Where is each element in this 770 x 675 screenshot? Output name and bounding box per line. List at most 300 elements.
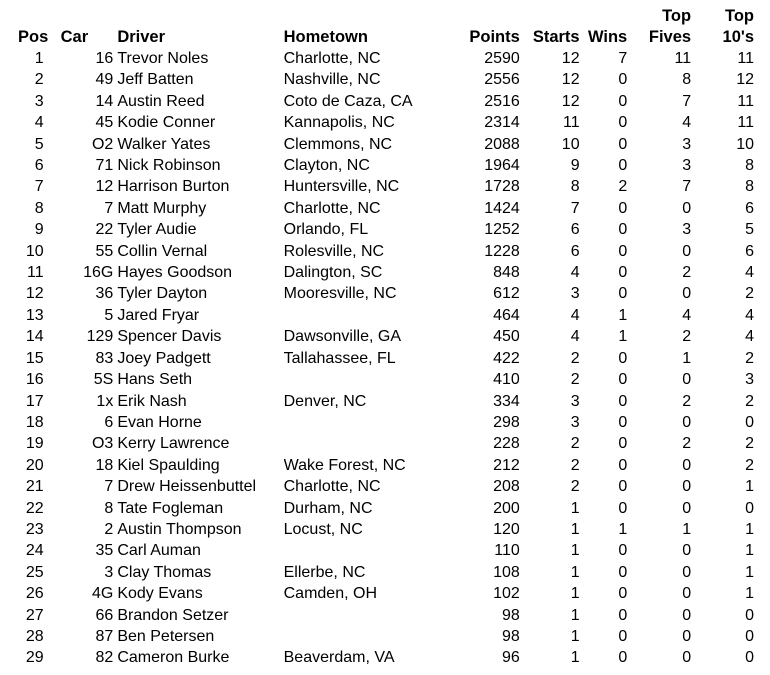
cell-hometown <box>284 412 451 433</box>
cell-car: 16G <box>83 264 114 282</box>
cell-pos: 29 <box>25 649 44 667</box>
cell-top-fives: 0 <box>682 499 692 517</box>
table-row <box>14 348 754 369</box>
cell-hometown: Clemmons, NC <box>283 135 393 153</box>
cell-starts: 2 <box>570 435 580 453</box>
cell-top-fives: 4 <box>682 306 692 324</box>
cell-top-fives: 0 <box>682 456 692 474</box>
cell-driver: Harrison Burton <box>117 178 230 196</box>
cell-car: 82 <box>95 649 114 667</box>
cell-pos: 23 <box>25 520 44 538</box>
cell-starts: 1 <box>570 627 580 645</box>
cell-points: 410 <box>493 371 520 389</box>
cell-driver: Erik Nash <box>117 392 187 410</box>
cell-hometown <box>284 305 451 326</box>
cell-top-tens: 6 <box>745 199 754 217</box>
header-pos: Pos <box>18 28 49 46</box>
cell-wins: 1 <box>618 328 628 346</box>
cell-car: 45 <box>95 114 114 132</box>
cell-pos: 6 <box>34 157 44 175</box>
cell-hometown: Locust, NC <box>283 520 363 538</box>
table-row <box>14 391 754 412</box>
cell-wins: 7 <box>618 50 628 67</box>
cell-top-fives: 0 <box>682 585 692 603</box>
cell-top-fives: 7 <box>682 178 692 196</box>
cell-top-fives: 2 <box>682 392 692 410</box>
cell-car: 2 <box>104 520 114 538</box>
cell-car: 5 <box>104 306 114 324</box>
cell-hometown: Rolesville, NC <box>283 242 385 260</box>
header-top-fives <box>627 4 691 48</box>
cell-points: 2088 <box>484 135 520 153</box>
cell-hometown: Mooresville, NC <box>283 285 397 303</box>
cell-top-fives: 3 <box>682 221 692 239</box>
cell-hometown <box>284 369 451 390</box>
header-top-tens-line2: 10's <box>722 28 754 46</box>
cell-starts: 11 <box>562 114 580 132</box>
cell-points: 208 <box>493 478 520 496</box>
cell-hometown: Camden, OH <box>283 585 377 603</box>
cell-driver: Kerry Lawrence <box>117 435 230 453</box>
cell-points: 612 <box>493 285 520 303</box>
cell-car: 7 <box>104 478 114 496</box>
cell-starts: 7 <box>570 199 580 217</box>
cell-pos: 14 <box>25 328 44 346</box>
cell-pos: 7 <box>34 178 44 196</box>
table-row <box>14 562 754 583</box>
standings-table <box>14 4 754 669</box>
cell-wins: 1 <box>618 306 628 324</box>
cell-pos: 1 <box>34 50 44 67</box>
cell-wins: 0 <box>618 499 628 517</box>
table-row <box>14 326 754 347</box>
table-row <box>14 455 754 476</box>
cell-hometown <box>284 605 451 626</box>
cell-starts: 3 <box>570 285 580 303</box>
cell-pos: 10 <box>25 242 44 260</box>
cell-top-tens: 5 <box>745 221 754 239</box>
cell-hometown: Kannapolis, NC <box>283 114 395 132</box>
cell-car: 66 <box>95 606 114 624</box>
cell-driver: Cameron Burke <box>117 649 230 667</box>
cell-hometown: Ellerbe, NC <box>283 563 366 581</box>
table-row <box>14 155 754 176</box>
cell-driver: Trevor Noles <box>117 50 209 67</box>
table-row <box>14 176 754 197</box>
cell-wins: 0 <box>618 199 628 217</box>
cell-wins: 0 <box>618 92 628 110</box>
cell-pos: 20 <box>25 456 44 474</box>
cell-car: 3 <box>104 563 114 581</box>
cell-top-tens: 0 <box>745 627 754 645</box>
cell-hometown: Dalington, SC <box>283 264 383 282</box>
cell-points: 1228 <box>484 242 520 260</box>
cell-starts: 1 <box>570 542 580 560</box>
header-top-tens <box>691 4 754 48</box>
cell-pos: 4 <box>34 114 44 132</box>
table-row <box>14 112 754 133</box>
cell-pos: 15 <box>25 349 44 367</box>
cell-top-fives: 8 <box>682 71 692 89</box>
table-row <box>14 48 754 69</box>
cell-driver: Ben Petersen <box>117 627 215 645</box>
cell-starts: 10 <box>561 135 580 153</box>
cell-driver: Tate Fogleman <box>117 499 224 517</box>
cell-starts: 6 <box>570 221 580 239</box>
cell-starts: 4 <box>570 306 580 324</box>
cell-driver: Clay Thomas <box>117 563 212 581</box>
cell-hometown: Charlotte, NC <box>283 50 381 67</box>
cell-pos: 9 <box>34 221 44 239</box>
cell-car: 71 <box>95 157 114 175</box>
cell-pos: 27 <box>25 606 44 624</box>
cell-hometown: Orlando, FL <box>283 221 369 239</box>
header-driver: Driver <box>117 28 166 46</box>
cell-top-tens: 8 <box>745 178 754 196</box>
cell-car: 83 <box>95 349 114 367</box>
cell-car: 6 <box>104 413 114 431</box>
cell-driver: Kiel Spaulding <box>117 456 220 474</box>
cell-wins: 0 <box>618 371 628 389</box>
cell-top-tens: 2 <box>745 435 754 453</box>
cell-points: 422 <box>493 349 520 367</box>
cell-top-fives: 0 <box>682 606 692 624</box>
cell-top-fives: 0 <box>682 563 692 581</box>
cell-wins: 0 <box>618 221 628 239</box>
cell-pos: 22 <box>25 499 44 517</box>
table-row <box>14 262 754 283</box>
header-wins: Wins <box>587 28 628 46</box>
cell-car: 18 <box>95 456 114 474</box>
cell-car: 16 <box>95 50 114 67</box>
cell-top-tens: 11 <box>737 92 754 110</box>
cell-top-fives: 0 <box>682 627 692 645</box>
cell-wins: 0 <box>618 606 628 624</box>
cell-driver: Collin Vernal <box>117 242 208 260</box>
cell-top-fives: 3 <box>682 157 692 175</box>
table-row <box>14 647 754 668</box>
cell-wins: 0 <box>618 563 628 581</box>
cell-starts: 12 <box>561 71 580 89</box>
cell-top-fives: 1 <box>682 349 692 367</box>
table-row <box>14 540 754 561</box>
cell-driver: Jeff Batten <box>117 71 194 89</box>
cell-starts: 3 <box>570 392 580 410</box>
cell-top-fives: 2 <box>682 328 692 346</box>
table-row <box>14 519 754 540</box>
cell-top-tens: 1 <box>745 585 754 603</box>
cell-car: O3 <box>91 435 114 453</box>
cell-driver: Spencer Davis <box>117 328 222 346</box>
cell-wins: 0 <box>618 627 628 645</box>
cell-points: 200 <box>493 499 520 517</box>
cell-starts: 2 <box>570 349 580 367</box>
cell-points: 98 <box>502 627 520 645</box>
cell-points: 110 <box>494 542 520 560</box>
cell-car: 35 <box>95 542 114 560</box>
cell-top-tens: 0 <box>745 413 754 431</box>
cell-points: 2590 <box>484 50 520 67</box>
cell-wins: 0 <box>618 478 628 496</box>
cell-points: 2516 <box>484 92 520 110</box>
cell-starts: 1 <box>570 649 580 667</box>
cell-top-fives: 7 <box>682 92 692 110</box>
cell-wins: 0 <box>618 157 628 175</box>
cell-driver: Carl Auman <box>117 542 201 560</box>
cell-top-tens: 2 <box>745 392 754 410</box>
cell-top-fives: 3 <box>682 135 692 153</box>
cell-top-tens: 0 <box>745 606 754 624</box>
cell-top-fives: 0 <box>682 413 692 431</box>
cell-car: 55 <box>95 242 114 260</box>
cell-wins: 2 <box>618 178 628 196</box>
cell-starts: 2 <box>570 371 580 389</box>
cell-driver: Hans Seth <box>117 371 193 389</box>
cell-car: 5S <box>93 371 114 389</box>
cell-starts: 9 <box>570 157 580 175</box>
cell-hometown: Denver, NC <box>283 392 367 410</box>
cell-starts: 1 <box>570 563 580 581</box>
cell-car: 1x <box>96 392 114 410</box>
cell-pos: 11 <box>27 264 44 282</box>
cell-top-tens: 12 <box>736 71 754 89</box>
cell-driver: Drew Heissenbuttel <box>117 478 257 496</box>
cell-points: 848 <box>493 264 520 282</box>
table-row <box>14 198 754 219</box>
table-row <box>14 412 754 433</box>
cell-top-fives: 4 <box>682 114 692 132</box>
cell-top-fives: 11 <box>674 50 692 67</box>
cell-points: 334 <box>493 392 520 410</box>
cell-hometown: Durham, NC <box>283 499 373 517</box>
cell-top-tens: 4 <box>745 306 754 324</box>
cell-wins: 0 <box>618 242 628 260</box>
table-row <box>14 305 754 326</box>
cell-hometown: Beaverdam, VA <box>283 649 395 667</box>
table-row <box>14 605 754 626</box>
cell-top-fives: 0 <box>682 542 692 560</box>
table-row <box>14 241 754 262</box>
cell-top-tens: 8 <box>745 157 754 175</box>
cell-top-fives: 2 <box>682 264 692 282</box>
cell-pos: 8 <box>34 199 44 217</box>
cell-pos: 17 <box>25 392 44 410</box>
cell-points: 120 <box>493 520 520 538</box>
cell-points: 1728 <box>484 178 520 196</box>
header-car: Car <box>60 28 89 46</box>
cell-starts: 4 <box>570 328 580 346</box>
cell-top-tens: 0 <box>745 499 754 517</box>
cell-wins: 0 <box>618 135 628 153</box>
cell-driver: Brandon Setzer <box>117 606 229 624</box>
cell-points: 1424 <box>484 199 520 217</box>
cell-car: 49 <box>95 71 114 89</box>
cell-car: 4G <box>91 585 114 603</box>
cell-wins: 1 <box>618 520 628 538</box>
cell-pos: 5 <box>34 135 44 153</box>
cell-top-tens: 4 <box>745 328 754 346</box>
cell-pos: 28 <box>25 627 44 645</box>
header-starts: Starts <box>532 28 580 46</box>
cell-wins: 0 <box>618 264 628 282</box>
cell-pos: 25 <box>25 563 44 581</box>
cell-hometown: Coto de Caza, CA <box>283 92 413 110</box>
cell-hometown: Charlotte, NC <box>283 478 381 496</box>
cell-car: 129 <box>86 328 114 346</box>
table-row <box>14 91 754 112</box>
cell-hometown <box>284 540 451 561</box>
cell-top-fives: 2 <box>682 435 692 453</box>
cell-top-tens: 0 <box>745 649 754 667</box>
table-row <box>14 626 754 647</box>
cell-top-tens: 2 <box>745 349 754 367</box>
cell-starts: 1 <box>570 520 580 538</box>
cell-car: 14 <box>95 92 114 110</box>
cell-wins: 0 <box>618 542 628 560</box>
cell-wins: 0 <box>618 585 628 603</box>
cell-wins: 0 <box>618 114 628 132</box>
cell-starts: 2 <box>570 456 580 474</box>
cell-points: 1964 <box>484 157 520 175</box>
cell-driver: Nick Robinson <box>117 157 221 175</box>
cell-pos: 21 <box>25 478 44 496</box>
header-points: Points <box>469 28 520 46</box>
cell-top-fives: 0 <box>682 285 692 303</box>
cell-wins: 0 <box>618 71 628 89</box>
cell-starts: 2 <box>570 478 580 496</box>
header-hometown: Hometown <box>283 28 368 46</box>
cell-starts: 12 <box>561 50 580 67</box>
cell-car: 8 <box>104 499 114 517</box>
cell-driver: Tyler Dayton <box>117 285 208 303</box>
cell-points: 450 <box>493 328 520 346</box>
cell-points: 98 <box>502 606 520 624</box>
cell-points: 228 <box>493 435 520 453</box>
cell-hometown: Tallahassee, FL <box>283 349 396 367</box>
cell-pos: 12 <box>25 285 44 303</box>
cell-driver: Hayes Goodson <box>117 264 233 282</box>
cell-car: 87 <box>95 627 114 645</box>
cell-top-tens: 1 <box>745 542 754 560</box>
cell-top-fives: 1 <box>682 520 692 538</box>
cell-points: 2314 <box>484 114 520 132</box>
cell-points: 102 <box>493 585 520 603</box>
cell-wins: 0 <box>618 456 628 474</box>
cell-pos: 19 <box>25 435 44 453</box>
cell-top-fives: 0 <box>682 649 692 667</box>
cell-pos: 2 <box>34 71 44 89</box>
table-header-row <box>14 4 754 48</box>
cell-hometown: Dawsonville, GA <box>283 328 401 346</box>
table-row <box>14 219 754 240</box>
table-body <box>14 48 754 669</box>
cell-top-fives: 0 <box>682 199 692 217</box>
cell-car: 7 <box>104 199 114 217</box>
cell-hometown: Wake Forest, NC <box>283 456 406 474</box>
cell-top-tens: 1 <box>745 563 754 581</box>
cell-top-tens: 3 <box>745 371 754 389</box>
cell-top-tens: 4 <box>745 264 754 282</box>
cell-points: 212 <box>493 456 520 474</box>
cell-pos: 3 <box>34 92 44 110</box>
cell-starts: 3 <box>570 413 580 431</box>
cell-car: 22 <box>95 221 114 239</box>
cell-wins: 0 <box>618 435 628 453</box>
cell-pos: 16 <box>25 371 44 389</box>
cell-hometown: Clayton, NC <box>283 157 370 175</box>
cell-top-tens: 6 <box>745 242 754 260</box>
cell-driver: Matt Murphy <box>117 199 207 217</box>
cell-car: O2 <box>91 135 114 153</box>
cell-starts: 1 <box>570 606 580 624</box>
table-row <box>14 476 754 497</box>
table-row <box>14 283 754 304</box>
table-row <box>14 134 754 155</box>
cell-hometown: Nashville, NC <box>283 71 381 89</box>
cell-points: 298 <box>493 413 520 431</box>
cell-hometown: Huntersville, NC <box>283 178 400 196</box>
cell-pos: 13 <box>25 306 44 324</box>
table-row <box>14 433 754 454</box>
cell-driver: Austin Thompson <box>117 520 242 538</box>
cell-pos: 18 <box>25 413 44 431</box>
cell-top-tens: 11 <box>737 114 754 132</box>
cell-driver: Kodie Conner <box>117 114 216 132</box>
header-top-tens-line1: Top <box>724 7 754 25</box>
cell-points: 96 <box>502 649 520 667</box>
cell-points: 108 <box>493 563 520 581</box>
cell-starts: 1 <box>570 499 580 517</box>
cell-starts: 6 <box>570 242 580 260</box>
cell-driver: Austin Reed <box>117 92 205 110</box>
cell-car: 36 <box>95 285 114 303</box>
cell-top-tens: 11 <box>737 50 754 67</box>
header-top-fives-line2: Fives <box>648 28 692 46</box>
cell-points: 2556 <box>484 71 520 89</box>
cell-car: 12 <box>95 178 114 196</box>
table-row <box>14 369 754 390</box>
cell-hometown <box>284 626 451 647</box>
table-row <box>14 69 754 90</box>
table-row <box>14 498 754 519</box>
cell-top-tens: 1 <box>745 520 754 538</box>
header-top-fives-line1: Top <box>662 7 692 25</box>
cell-starts: 8 <box>570 178 580 196</box>
cell-wins: 0 <box>618 285 628 303</box>
cell-points: 464 <box>493 306 520 324</box>
cell-pos: 24 <box>25 542 44 560</box>
cell-top-tens: 10 <box>736 135 754 153</box>
cell-top-tens: 1 <box>745 478 754 496</box>
cell-driver: Joey Padgett <box>117 349 211 367</box>
cell-points: 1252 <box>484 221 520 239</box>
cell-pos: 26 <box>25 585 44 603</box>
cell-driver: Kody Evans <box>117 585 203 603</box>
cell-wins: 0 <box>618 349 628 367</box>
cell-top-fives: 0 <box>682 371 692 389</box>
cell-starts: 12 <box>561 92 580 110</box>
cell-driver: Tyler Audie <box>117 221 197 239</box>
cell-starts: 1 <box>570 585 580 603</box>
cell-top-fives: 0 <box>682 242 692 260</box>
cell-hometown: Charlotte, NC <box>283 199 381 217</box>
cell-top-fives: 0 <box>682 478 692 496</box>
cell-wins: 0 <box>618 649 628 667</box>
cell-starts: 4 <box>570 264 580 282</box>
cell-driver: Walker Yates <box>117 135 211 153</box>
table-row <box>14 583 754 604</box>
cell-wins: 0 <box>618 413 628 431</box>
